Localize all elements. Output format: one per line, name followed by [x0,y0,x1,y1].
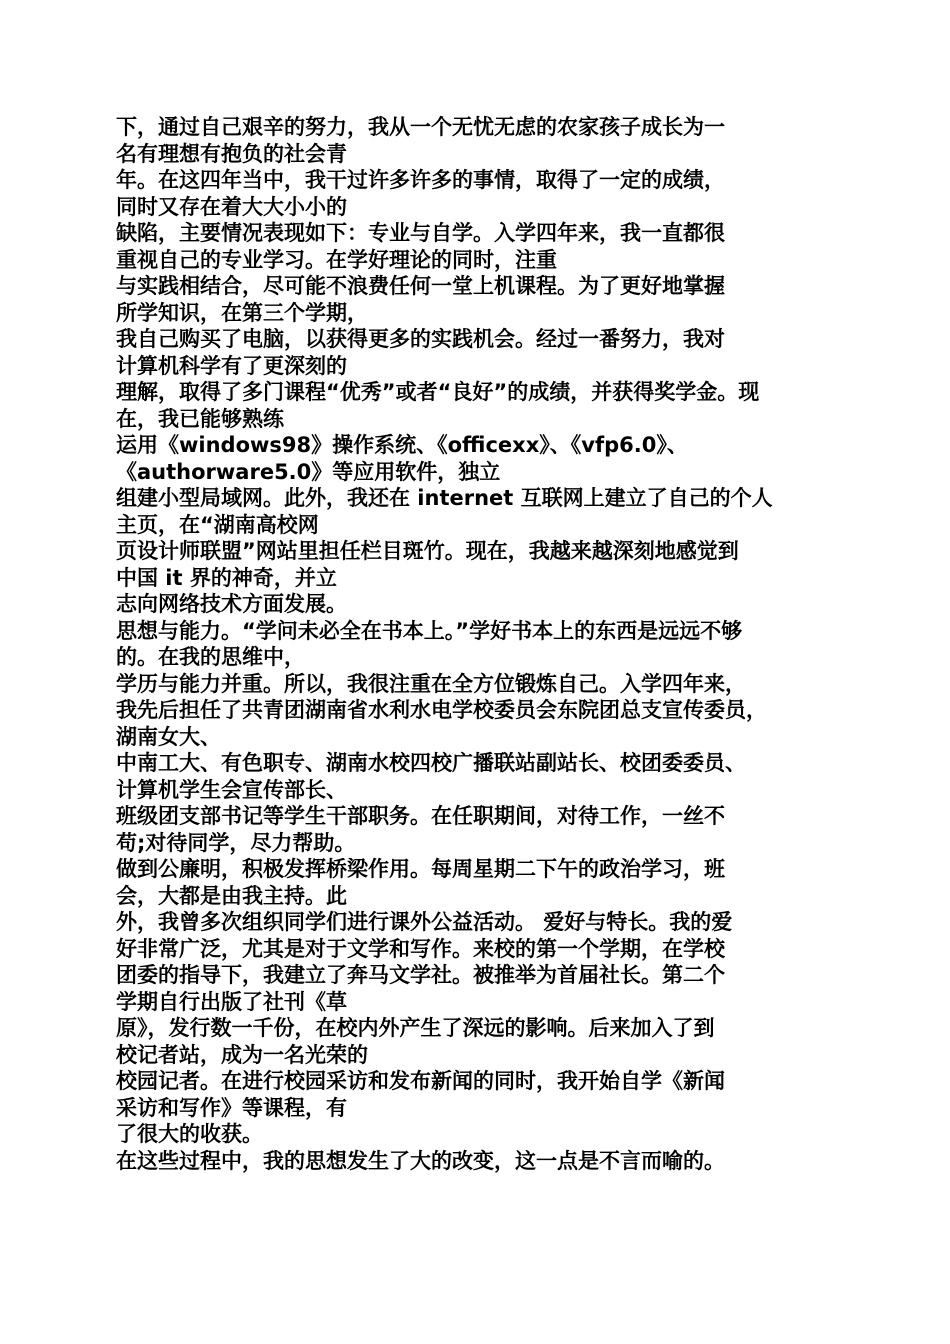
text-line: 主页，在“湖南高校网 [116,512,319,537]
text-line: 计算机学生会宣传部长、 [116,777,347,802]
text-line: 中国 it 界的神奇，并立 [116,565,337,590]
text-line: 重视自己的专业学习。在学好理论的同时，注重 [116,247,557,272]
text-line: 在，我已能够熟练 [116,406,284,431]
text-line: 组建小型局域网。此外，我还在 internet 互联网上建立了自己的个人 [116,486,773,510]
text-line: 在这些过程中，我的思想发生了大的改变，这一点是不言而喻的。 [116,1148,725,1173]
text-line: 运用《windows98》操作系统、《officexx》、《vfp6.0》、 [116,433,688,457]
text-line: 做到公廉明，积极发挥桥梁作用。每周星期二下午的政治学习，班 [116,857,725,881]
text-line: 同时又存在着大大小小的 [116,194,347,219]
text-line: 下，通过自己艰辛的努力，我从一个无忧无虑的农家孩子成长为一 [116,115,725,139]
text-line: 外，我曾多次组织同学们进行课外公益活动。 爱好与特长。我的爱 [116,910,733,934]
text-line: 校园记者。在进行校园采访和发布新闻的同时，我开始自学《新闻 [116,1069,725,1093]
text-line: 的。在我的思维中， [116,645,305,669]
text-line: 缺陷，主要情况表现如下：专业与自学。入学四年来，我一直都很 [116,221,725,245]
text-line: 采访和写作》等课程，有 [116,1095,347,1120]
text-line: 苟;对待同学，尽力帮助。 [116,830,356,855]
text-line: 志向网络技术方面发展。 [116,592,347,616]
text-line: 班级团支部书记等学生干部职务。在任职期间，对待工作，一丝不 [116,804,725,828]
document-body [116,114,846,1174]
text-line: 中南工大、有色职专、湖南水校四校广播联站副站长、校团委委员、 [116,751,746,775]
text-line: 年。在这四年当中，我干过许多许多的事情，取得了一定的成绩， [116,168,725,192]
text-line: 团委的指导下，我建立了奔马文学社。被推举为首届社长。第二个 [116,963,725,987]
text-line: 我先后担任了共青团湖南省水利水电学校委员会东院团总支宣传委员， [116,698,767,722]
text-line: 校记者站，成为一名光荣的 [116,1042,368,1067]
text-line: 原》，发行数一千份，在校内外产生了深远的影响。后来加入了到 [116,1016,715,1040]
text-line: 理解，取得了多门课程“优秀”或者“良好”的成绩，并获得奖学金。现 [116,380,760,404]
text-line: 学期自行出版了社刊《草 [116,989,347,1014]
text-line: 计算机科学有了更深刻的 [116,353,347,378]
text-line: 湖南女大、 [116,724,221,749]
text-line: 与实践相结合，尽可能不浪费任何一堂上机课程。为了更好地掌握 [116,274,725,298]
text-line: 我自己购买了电脑，以获得更多的实践机会。经过一番努力，我对 [116,327,725,351]
text-line: 好非常广泛，尤其是对于文学和写作。来校的第一个学期，在学校 [116,936,725,961]
text-line: 会，大都是由我主持。此 [116,883,347,908]
text-line: 《authorware5.0》等应用软件，独立 [116,459,501,484]
text-line: 思想与能力。“学问未必全在书本上。”学好书本上的东西是远远不够 [116,618,743,643]
text-line: 学历与能力并重。所以，我很注重在全方位锻炼自己。入学四年来， [116,671,746,696]
text-line: 名有理想有抱负的社会青 [116,141,347,166]
text-line: 页设计师联盟”网站里担任栏目斑竹。现在，我越来越深刻地感觉到 [116,539,739,563]
text-line: 所学知识，在第三个学期， [116,300,368,325]
text-line: 了很大的收获。 [116,1122,263,1146]
